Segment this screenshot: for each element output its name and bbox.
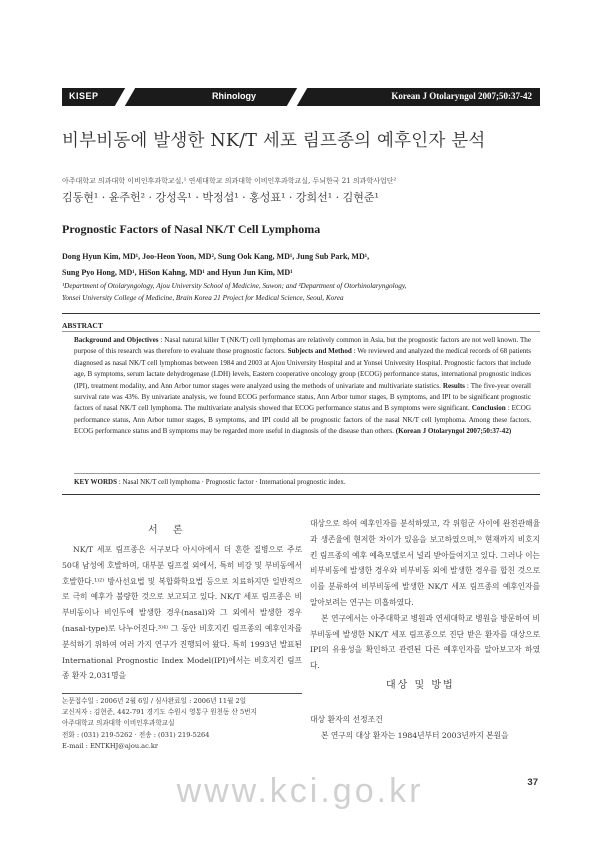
footnote-rule [62,693,302,694]
intro-left-column [62,542,302,684]
english-authors-line: Dong Hyun Kim, MD¹, Joo-Heon Yoon, MD², Sung Ook Kang, MD¹, Jung Sub Park, MD¹, [62,252,370,261]
methods-column [310,728,540,744]
english-affiliation-line: Yonsei University College of Medicine, Brain Korea 21 Project for Medical Science, Seoul, Korea [62,294,344,302]
abstract-body: Background and Objectives : Nasal natural killer T (NK/T) cell lymphomas are relatively common in Asia, but the prognostic factors are not well known. The purpose of this research was therefore to evaluate those prognostic factors. Subjects and Method : We reviewed and analyzed the medical records of 68 patients diagnosed as nasal NK/T cell lymphomas between 1984 and 2003 at Ajou University Hospital and at Yonsei University Hospital. Prognostic factors that include age, B symptoms, serum lactate dehydrogenase (LDH) levels, Eastern cooperative oncology group (ECOG) performance status, international prognostic indices (IPI), treatment modality, and Ann Arbor tumor stages were analyzed using the methods of univariate and multivariate statistics. Results : The five-year overall survival rate was 43%. By univariate analysis, we found ECOG performance status, Ann Arbor tumor stages, B symptoms, and IPI to be significant prognostic factors of nasal NK/T cell lymphoma. The multivariate analysis showed that ECOG performance status and B symptoms were significant. Conclusion : ECOG performance status, Ann Arbor tumor stages, B symptoms, and IPI could all be prognostic factors of the nasal NK/T cell lymphoma. Among these factors, ECOG performance status and B symptoms may be regarded more useful in diagnosis of the disease than others. (Korean J Otolaryngol 2007;50:37-42) [74,336,532,436]
keywords-text: Nasal NK/T cell lymphoma · Prognostic factor · International prognostic index. [122,478,346,486]
footnote-phone: 전화 : (031) 219-5262 · 전송 : (031) 219-5264 [62,730,210,739]
abstract-heading: ABSTRACT [62,321,103,330]
abstract-background-text: Nasal natural killer T (NK/T) cell lymphomas are relatively common in Asia, but the prognostic factors are not well known. The purpose of this research was therefore to evaluate those prognostic factors. [74,336,531,356]
abstract-divider [62,331,540,332]
header-divider [115,88,135,106]
abstract-top-rule [62,313,540,314]
english-affiliation [62,280,542,304]
footnote-dates: 논문접수일 : 2006년 2월 6일 / 심사완료일 : 2006년 11월 2일 [62,697,247,705]
intro-right-column [310,516,540,674]
methods-paragraph: 본 연구의 대상 환자는 1984년부터 2003년까지 본원을 [321,731,509,740]
abstract-conclusion-text: ECOG performance status, Ann Arbor tumor stages, B symptoms, and IPI could all be prognostic factors of the nasal NK/T cell lymphoma. Among these factors, ECOG performance status and B symptoms may be regarded more useful in diagnosis of the disease than others. [74,404,531,436]
abstract-label-conclusion: Conclusion [471,404,506,413]
intro-heading: 서 론 [148,525,189,536]
abstract-label-background: Background and Objectives [74,336,159,344]
header-divider [287,88,307,106]
abstract-bottom-rule [62,494,540,495]
english-title: Prognostic Factors of Nasal NK/T Cell Lymphoma [62,222,321,236]
keywords: KEY WORDS : Nasal NK/T cell lymphoma · Prognostic factor · International prognostic index. [74,478,346,486]
abstract-label-subjects: Subjects and Method [287,347,352,356]
intro-paragraph: 본 연구에서는 아주대학교 병원과 연세대학교 병원을 방문하여 비부비동에 발생한 NK/T 세포 림프종으로 진단 받은 환자를 대상으로 IPI의 유용성을 확인하고 관련된 다른 예후인자를 알아보고자 하였다. [310,613,540,671]
abstract-label-results: Results [442,381,465,390]
abstract-citation: (Korean J Otolaryngol 2007;50:37-42) [395,427,512,436]
section-tag: Rhinology [212,91,256,101]
keywords-label: KEY WORDS [74,478,117,486]
methods-subheading: 대상 환자의 선정조건 [310,715,383,724]
journal-citation: Korean J Otolaryngol 2007;50:37-42 [391,91,532,101]
abstract-results-text: The five-year overall survival rate was 43%. By univariate analysis, we found ECOG performance status, Ann Arbor tumor stages, B symptoms, and IPI to be significant prognostic factors of nasal NK/T cell lymphoma. The multivariate analysis showed that ECOG performance status and B symptoms were significant. [74,381,531,413]
intro-paragraph: NK/T 세포 림프종은 서구보다 아시아에서 더 흔한 질병으로 주로 50대 남성에 호발하며, 대부분 림프절 외에서, 특히 비강 및 부비동에서 호발한다.¹⁾²⁾ 방사선요법 및 복합화학요법 등으로 치료하지만 일반적으로 극히 예후가 불량한 것으로 보고되고 있다. NK/T 세포 림프종은 비부비동이나 비인두에 발생한 경우(nasal)와 그 외에서 발생한 경우(nasal-type)로 나누어진다.³⁾⁴⁾ 그 동안 비호지킨 림프종의 예후인자를 분석하기 위하여 여러 가지 연구가 진행되어 왔다. 특히 1993년 발표된 International Prognostic Index Model(IPI)에서는 비호지킨 림프종 환자 2,031명을 [62,545,302,681]
footnote-address: 교신저자 : 김현준, 442-791 경기도 수원시 영통구 원천동 산 5번지 [62,708,257,717]
english-authors [62,249,532,281]
footnote-address: 아주대학교 의과대학 이비인후과학교실 [62,719,175,728]
keywords-rule [74,473,540,474]
english-authors-line: Sung Pyo Hong, MD¹, HiSon Kahng, MD¹ and Hyun Jun Kim, MD¹ [62,268,293,277]
journal-header-bar [62,88,540,106]
correspondence-footnote [62,696,302,752]
watermark: www.kci.go.kr [176,772,424,810]
english-affiliation-line: ¹Department of Otolaryngology, Ajou University School of Medicine, Suwon; and ²Department of Otorhinolaryngology, [62,282,407,290]
korean-affiliation: 아주대학교 의과대학 이비인후과학교실,¹ 연세대학교 의과대학 이비인후과학교실, 두뇌한국 21 의과학사업단² [62,177,397,185]
methods-heading: 대상 및 방법 [386,680,455,691]
footnote-email: E-mail : ENTKHJ@ajou.ac.kr [62,741,159,750]
korean-title: 비부비동에 발생한 NK/T 세포 림프종의 예후인자 분석 [62,131,486,151]
abstract-subjects-text: We reviewed and analyzed the medical records of 68 patients diagnosed as nasal NK/T cell lymphomas between 1984 and 2003 at Ajou University Hospital and at Yonsei University Hospital. Prognostic factors that include age, B symptoms, serum lactate dehydrogenase (LDH) levels, Eastern cooperative oncology group (ECOG) performance status, international prognostic indices (IPI), treatment modality, and Ann Arbor tumor stages were analyzed using the methods of univariate and multivariate statistics. [74,347,532,390]
korean-authors: 김동현¹ · 윤주헌² · 강성옥¹ · 박정섭¹ · 홍성표¹ · 강희선¹ · 김현준¹ [62,191,379,204]
page-number: 37 [527,777,538,788]
intro-paragraph: 대상으로 하여 예후인자를 분석하였고, 각 위험군 사이에 완전관해율과 생존율에 현저한 차이가 있음을 보고하였으며,⁵⁾ 현재까지 비호지킨 림프종의 예후 예측모델로서 널리 받아들여지고 있다. 그러나 이는 비부비동에 발생한 경우와 비부비동 외에 발생한 경우를 합친 것으로 이를 분류하여 비부비동에 발생한 NK/T 세포 림프종의 예후인자를 알아보려는 연구는 미흡하였다. [310,519,540,607]
journal-tag: KISEP [69,91,99,101]
